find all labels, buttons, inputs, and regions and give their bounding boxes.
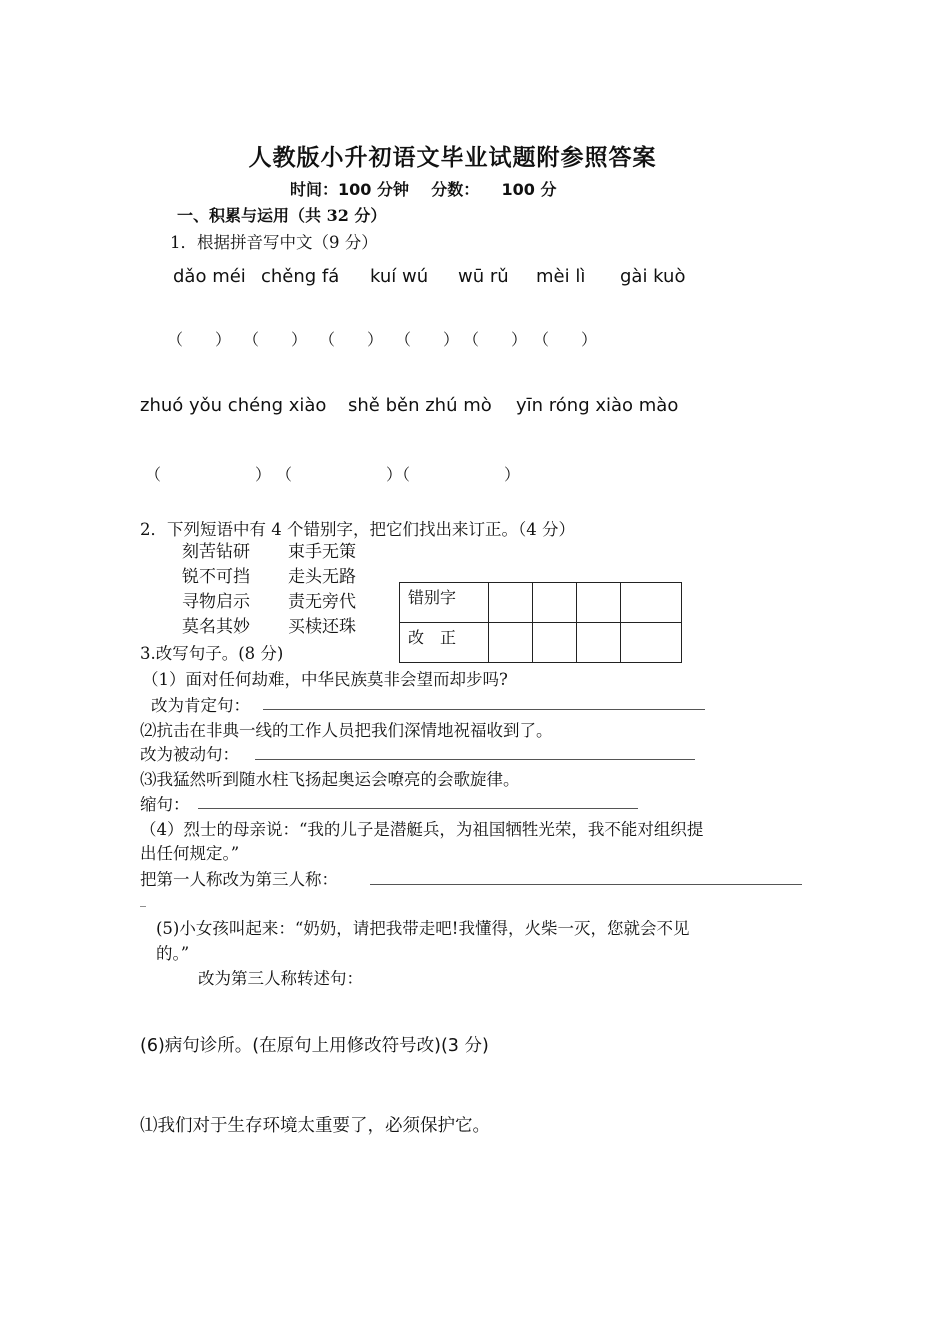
answer-blank-6[interactable]: （ ） [533,330,598,349]
correction-table [399,582,682,663]
exam-info: 时间：100 分钟 分数： 100 分 [290,180,557,199]
pinyin-3: kuí wú [370,266,429,287]
wrong-char-cell[interactable] [577,583,621,623]
answer-line-2[interactable] [255,759,695,760]
phrase-2b: 走头无路 [288,567,356,587]
answer-blank-9[interactable]: （ ） [394,465,527,484]
phrase-2a: 锐不可挡 [182,567,250,587]
answer-blank-4[interactable]: （ ） [395,330,460,349]
answer-line-1[interactable] [263,709,705,710]
pinyin-7: zhuó yǒu chéng xiào [140,395,327,416]
section-heading: 一、积累与运用（共 32 分） [177,206,387,225]
pinyin-8: shě běn zhú mò [348,395,492,416]
pinyin-5: mèi lì [536,266,586,287]
phrase-4b: 买椟还珠 [288,617,356,637]
sentence-3-prompt: 缩句： [140,795,190,814]
question-3-label: 3.改写句子。(8 分) [140,644,284,663]
sentence-2: ⑵抗击在非典一线的工作人员把我们深情地祝福收到了。 [140,721,553,740]
answer-blank-2[interactable]: （ ） [243,330,308,349]
answer-line-3[interactable] [198,808,638,809]
answer-blank-5[interactable]: （ ） [463,330,528,349]
question-6-label: (6)病句诊所。(在原句上用修改符号改)(3 分) [140,1036,489,1056]
pinyin-2: chěng fá [261,266,340,287]
sentence-5-line2: 的。” [156,944,190,963]
wrong-char-cell[interactable] [489,583,533,623]
pinyin-4: wū rǔ [458,266,509,287]
sentence-5-prompt: 改为第三人称转述句： [198,969,363,988]
correction-cell[interactable] [577,623,621,663]
sentence-3: ⑶我猛然听到随水柱飞扬起奥运会嘹亮的会歌旋律。 [140,770,520,789]
question-2-label: 2．下列短语中有 4 个错别字，把它们找出来订正。（4 分） [140,520,575,539]
phrase-3b: 责无旁代 [288,592,356,612]
sentence-5-line1: (5)小女孩叫起来：“奶奶，请把我带走吧!我懂得，火柴一灭，您就会不见 [156,919,690,938]
sentence-4-prompt: 把第一人称改为第三人称： [140,870,338,889]
answer-blank-7[interactable]: （ ） [145,465,278,484]
correction-cell[interactable] [489,623,533,663]
answer-line-4[interactable] [370,884,802,885]
sentence-2-prompt: 改为被动句： [140,745,239,764]
question-1-label: 1．根据拼音写中文（9 分） [170,233,378,252]
sentence-1: （1）面对任何劫难，中华民族莫非会望而却步吗? [142,670,508,689]
sentence-4-line2: 出任何规定。” [140,844,240,863]
correction-header: 改 正 [400,623,489,663]
answer-blank-8[interactable]: （ ） [276,465,409,484]
correction-cell[interactable] [621,623,682,663]
wrong-char-header: 错别字 [400,583,489,623]
underscore-mark: _ [140,893,146,907]
sentence-4-line1: （4）烈士的母亲说：“我的儿子是潜艇兵，为祖国牺牲光荣，我不能对组织提 [140,820,704,839]
answer-blank-3[interactable]: （ ） [319,330,384,349]
answer-blank-1[interactable]: （ ） [167,330,232,349]
phrase-1a: 刻苦钻研 [182,542,250,562]
wrong-char-cell[interactable] [621,583,682,623]
phrase-1b: 束手无策 [288,542,356,562]
sentence-1-prompt: 改为肯定句： [151,696,250,715]
pinyin-1: dǎo méi [173,266,246,287]
phrase-4a: 莫名其妙 [182,617,250,637]
wrong-char-cell[interactable] [533,583,577,623]
page-title: 人教版小升初语文毕业试题附参照答案 [248,144,657,171]
pinyin-9: yīn róng xiào mào [516,395,679,416]
phrase-3a: 寻物启示 [182,592,250,612]
question-6-sentence-1: ⑴我们对于生存环境太重要了，必须保护它。 [140,1116,490,1136]
pinyin-6: gài kuò [620,266,686,287]
correction-cell[interactable] [533,623,577,663]
